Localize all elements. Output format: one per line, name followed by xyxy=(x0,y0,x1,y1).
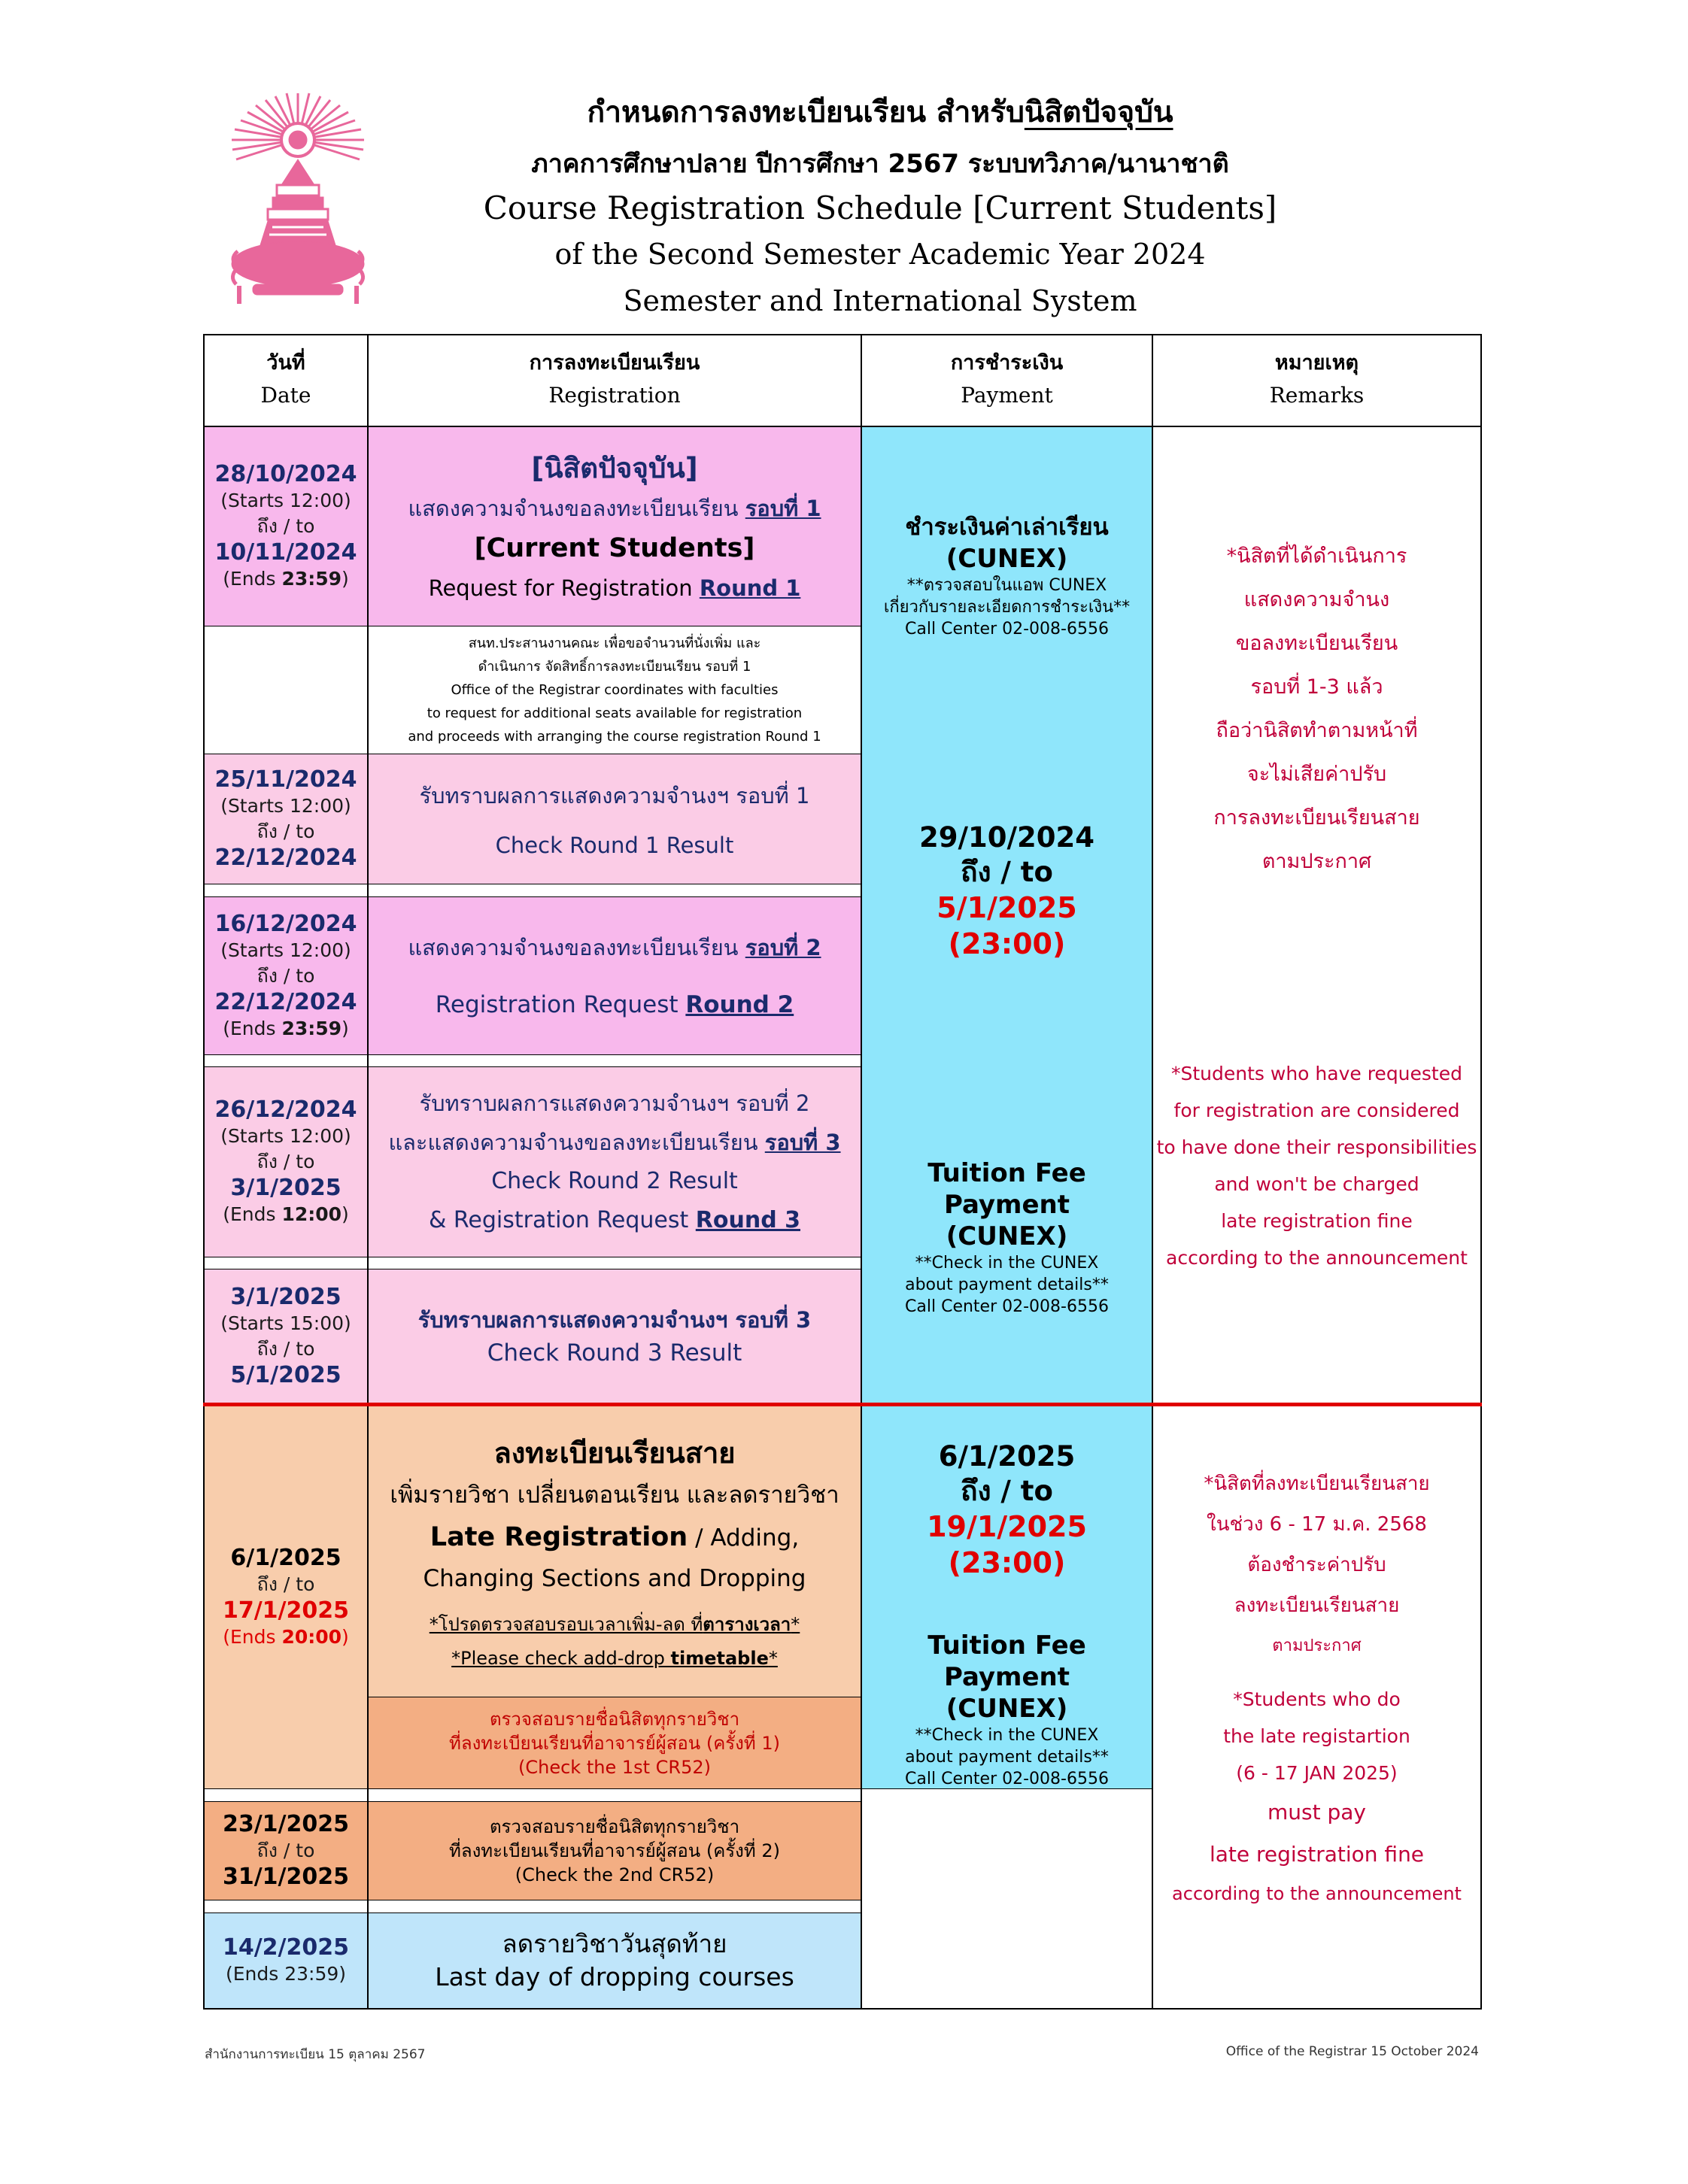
col-header-reg-en: Registration xyxy=(548,383,681,408)
date-start: 6/1/2025 xyxy=(230,1545,342,1571)
pay-time: (23:00) xyxy=(948,1546,1066,1579)
note-line: Office of the Registrar coordinates with faculties xyxy=(451,681,779,698)
reg-line-en: & Registration Request Round 3 xyxy=(429,1207,800,1233)
remark-line: รอบที่ 1-3 แล้ว xyxy=(1250,675,1383,699)
pay-call-center: Call Center 02-008-6556 xyxy=(905,1769,1109,1788)
remark-line: to have done their responsibilities xyxy=(1156,1136,1477,1158)
pay-start: 29/10/2024 xyxy=(919,821,1094,854)
reg-line-th: ลดรายวิชาวันสุดท้าย xyxy=(502,1929,727,1958)
remarks-top-en xyxy=(1153,1053,1480,1279)
row1-date xyxy=(205,427,367,626)
reg-line-en: Check Round 2 Result xyxy=(491,1168,738,1194)
pay-note: **ตรวจสอบในแอพ CUNEX xyxy=(906,575,1107,595)
pay-cunex: (CUNEX) xyxy=(946,1693,1068,1724)
pay-time: (23:00) xyxy=(948,927,1066,960)
start-note: (Starts 12:00) xyxy=(220,1125,351,1147)
payment-period-2 xyxy=(862,1435,1152,1585)
reg-line-th: และแสดงความจำนงขอลงทะเบียนเรียน รอบที่ 3 xyxy=(388,1130,841,1155)
page-title-th: กำหนดการลงทะเบียนเรียน สำหรับนิสิตปัจจุบัน xyxy=(587,96,1173,129)
remark-line: according to the announcement xyxy=(1166,1247,1468,1269)
page-title-en: Course Registration Schedule [Current Students] xyxy=(483,190,1277,226)
date-end: 3/1/2025 xyxy=(230,1175,342,1201)
start-note: (Starts 15:00) xyxy=(220,1312,351,1334)
date-end: 17/1/2025 xyxy=(222,1597,350,1624)
col-header-pay-en: Payment xyxy=(961,383,1053,408)
end-note: (Ends 23:59) xyxy=(225,1963,347,1985)
remark-line: จะไม่เสียค่าปรับ xyxy=(1246,763,1387,786)
page-subtitle-en-1: of the Second Semester Academic Year 2024 xyxy=(554,238,1206,271)
date-end: 22/12/2024 xyxy=(214,845,357,871)
reg-line-en: Check Round 1 Result xyxy=(495,833,734,858)
start-note: (Starts 12:00) xyxy=(220,939,351,961)
remark-line: late registration fine xyxy=(1221,1210,1413,1232)
pay-to: ถึง / to xyxy=(961,1475,1053,1507)
row5-date xyxy=(205,1269,367,1403)
pay-heading-en: Tuition Fee Payment xyxy=(927,1157,1086,1220)
reg-line-th: รับทราบผลการแสดงความจำนงฯ รอบที่ 2 xyxy=(419,1090,810,1116)
note-line: and proceeds with arranging the course registration Round 1 xyxy=(408,728,821,745)
end-note: (Ends 23:59) xyxy=(223,1017,349,1039)
reg-line-th: แสดงความจำนงขอลงทะเบียนเรียน รอบที่ 2 xyxy=(408,934,821,960)
pay-note: **Check in the CUNEX xyxy=(915,1725,1099,1745)
remark-line: *นิสิตที่ลงทะเบียนเรียนสาย xyxy=(1204,1473,1430,1495)
remark-line: แสดงความจำนง xyxy=(1243,588,1390,611)
date-start: 28/10/2024 xyxy=(214,461,357,487)
reg-line-th: แสดงความจำนงขอลงทะเบียนเรียน รอบที่ 1 xyxy=(408,496,821,521)
col-header-date xyxy=(205,335,367,426)
footer-right: Office of the Registrar 15 October 2024 xyxy=(1225,2044,1479,2059)
remark-line: ลงทะเบียนเรียนสาย xyxy=(1234,1594,1400,1617)
reg-line-th: รับทราบผลการแสดงความจำนงฯ รอบที่ 3 xyxy=(417,1306,812,1333)
remark-line: *Students who have requested xyxy=(1171,1063,1462,1084)
start-note: (Starts 12:00) xyxy=(220,795,351,817)
pay-note: เกี่ยวกับรายละเอียดการชำระเงิน** xyxy=(883,597,1131,617)
remark-line: *Students who do xyxy=(1233,1688,1401,1710)
cr52-line: ที่ลงทะเบียนเรียนที่อาจารย์ผู้สอน (ครั้งที่ 1) xyxy=(449,1732,780,1754)
row5-registration xyxy=(369,1269,861,1403)
pay-cunex: (CUNEX) xyxy=(946,543,1068,574)
remarks-top-th xyxy=(1153,532,1480,886)
date-end: 31/1/2025 xyxy=(222,1864,350,1890)
remark-line: ขอลงทะเบียนเรียน xyxy=(1235,632,1398,655)
date-start: 26/12/2024 xyxy=(214,1097,357,1123)
reg-line-en: Changing Sections and Dropping xyxy=(423,1564,806,1592)
cr52-line: (Check the 2nd CR52) xyxy=(515,1864,715,1885)
date-start: 3/1/2025 xyxy=(230,1283,342,1310)
row6-date xyxy=(205,1406,367,1788)
note-line: สนท.ประสานงานคณะ เพื่อขอจำนวนที่นั่งเพิ่ม และ xyxy=(468,635,761,651)
cr52-line: ตรวจสอบรายชื่อนิสิตทุกรายวิชา xyxy=(489,1816,740,1837)
row4-date xyxy=(205,1067,367,1257)
reg-heading-en: [Current Students] xyxy=(474,533,755,563)
remark-line: the late registartion xyxy=(1223,1724,1410,1747)
remark-line: late registration fine xyxy=(1209,1841,1425,1867)
col-header-pay-th: การชำระเงิน xyxy=(950,351,1064,375)
remark-line: ในช่วง 6 - 17 ม.ค. 2568 xyxy=(1207,1513,1427,1536)
col-header-date-en: Date xyxy=(260,383,311,408)
reg-line-th: เพิ่มรายวิชา เปลี่ยนตอนเรียน และลดรายวิชา xyxy=(390,1481,839,1509)
pay-note: **Check in the CUNEX xyxy=(915,1253,1099,1272)
note-line: ดำเนินการ จัดสิทธิ์การลงทะเบียนเรียน รอบที่ 1 xyxy=(478,658,751,675)
remark-line: การลงทะเบียนเรียนสาย xyxy=(1213,806,1420,830)
row2-registration xyxy=(369,754,861,884)
to-label: ถึง / to xyxy=(257,1573,315,1595)
remark-line: ตามประกาศ xyxy=(1272,1636,1362,1655)
end-note: (Ends 23:59) xyxy=(223,568,349,590)
reg-line-en: Request for Registration Round 1 xyxy=(428,575,801,601)
col-header-rem-th: หมายเหตุ xyxy=(1274,351,1359,375)
reg-line-en: Check Round 3 Result xyxy=(487,1339,742,1367)
page-subtitle-th: ภาคการศึกษาปลาย ปีการศึกษา 2567 ระบบทวิภาค/นานาชาติ xyxy=(531,149,1229,179)
remark-line: for registration are considered xyxy=(1173,1100,1460,1121)
payment-english-block-1 xyxy=(862,1157,1152,1316)
note-line: to request for additional seats available for registration xyxy=(427,705,803,721)
remark-line: (6 - 17 JAN 2025) xyxy=(1236,1761,1398,1784)
to-label: ถึง / to xyxy=(257,964,315,987)
pay-start: 6/1/2025 xyxy=(938,1440,1076,1473)
remark-line: according to the announcement xyxy=(1172,1882,1462,1904)
add-drop-note-th: *โปรดตรวจสอบรอบเวลาเพิ่ม-ลด ที่ตารางเวลา* xyxy=(429,1613,800,1635)
date-start: 23/1/2025 xyxy=(222,1811,350,1837)
row4-registration xyxy=(369,1067,861,1257)
cr52-line: ตรวจสอบรายชื่อนิสิตทุกรายวิชา xyxy=(489,1708,740,1730)
pay-end: 5/1/2025 xyxy=(937,891,1077,924)
pay-call-center: Call Center 02-008-6556 xyxy=(905,619,1109,639)
page-subtitle-en-2: Semester and International System xyxy=(623,284,1137,317)
remarks-late-en xyxy=(1153,1676,1480,1916)
date-end: 5/1/2025 xyxy=(230,1361,342,1388)
payment-english-block-2 xyxy=(862,1630,1152,1788)
to-label: ถึง / to xyxy=(257,1151,315,1172)
row1-registration xyxy=(369,427,861,626)
row6-registration xyxy=(369,1406,861,1697)
reg-heading-th: [นิสิตปัจจุบัน] xyxy=(531,452,698,484)
row8-date xyxy=(205,1913,367,2008)
payment-period-1 xyxy=(862,820,1152,963)
reg-line-en: Last day of dropping courses xyxy=(435,1962,794,1991)
col-header-rem-en: Remarks xyxy=(1269,383,1365,408)
pay-heading-en: Tuition Fee Payment xyxy=(927,1630,1086,1692)
row6-cr52-check xyxy=(369,1697,861,1788)
remark-line: ตามประกาศ xyxy=(1261,850,1372,873)
col-header-date-th: วันที่ xyxy=(266,351,305,375)
pay-note: about payment details** xyxy=(905,1747,1109,1767)
col-header-remarks xyxy=(1153,335,1480,426)
reg-line-en: Late Registration / Adding, xyxy=(430,1521,800,1552)
row2-date xyxy=(205,754,367,884)
date-end: 10/11/2024 xyxy=(214,539,357,566)
col-header-registration xyxy=(369,335,861,426)
remark-line: ถือว่านิสิตทำตามหน้าที่ xyxy=(1216,719,1418,742)
remark-line: ต้องชำระค่าปรับ xyxy=(1247,1554,1386,1576)
remarks-late-th xyxy=(1153,1464,1480,1667)
col-header-payment xyxy=(862,335,1152,426)
date-end: 22/12/2024 xyxy=(214,988,357,1015)
cr52-line: (Check the 1st CR52) xyxy=(518,1756,711,1778)
reg-line-en: Registration Request Round 2 xyxy=(435,990,794,1018)
date: 14/2/2025 xyxy=(222,1934,350,1961)
footer-left: สำนักงานการทะเบียน 15 ตุลาคม 2567 xyxy=(205,2047,426,2062)
pay-note: about payment details** xyxy=(905,1275,1109,1294)
add-drop-note-en: *Please check add-drop timetable* xyxy=(451,1647,778,1669)
pay-call-center: Call Center 02-008-6556 xyxy=(905,1297,1109,1316)
date-start: 25/11/2024 xyxy=(214,766,357,793)
to-label: ถึง / to xyxy=(257,1337,315,1360)
remark-line: *นิสิตที่ได้ดำเนินการ xyxy=(1226,544,1407,568)
date-start: 16/12/2024 xyxy=(214,910,357,937)
row3-date xyxy=(205,897,367,1054)
end-note: (Ends 20:00) xyxy=(223,1626,349,1648)
col-header-reg-th: การลงทะเบียนเรียน xyxy=(529,351,700,375)
to-label: ถึง / to xyxy=(257,1840,315,1861)
pay-heading-th: ชำระเงินค่าเล่าเรียน xyxy=(905,513,1109,541)
pay-cunex: (CUNEX) xyxy=(946,1221,1068,1251)
start-note: (Starts 12:00) xyxy=(220,490,351,511)
late-reg-heading-th: ลงทะเบียนเรียนสาย xyxy=(493,1436,736,1470)
row8-registration xyxy=(369,1913,861,2008)
pay-to: ถึง / to xyxy=(961,856,1053,888)
to-label: ถึง / to xyxy=(257,821,315,842)
remark-line: and won't be charged xyxy=(1214,1173,1419,1195)
end-note: (Ends 12:00) xyxy=(223,1203,349,1225)
to-label: ถึง / to xyxy=(257,515,315,537)
row3-registration xyxy=(369,897,861,1054)
pay-end: 19/1/2025 xyxy=(927,1510,1087,1543)
cr52-line: ที่ลงทะเบียนเรียนที่อาจารย์ผู้สอน (ครั้งที่ 2) xyxy=(449,1840,780,1861)
row7-date xyxy=(205,1802,367,1900)
remark-line: must pay xyxy=(1268,1799,1366,1825)
row1b-registration-note xyxy=(369,626,861,753)
chulalongkorn-emblem xyxy=(223,87,373,305)
payment-thai-block xyxy=(862,504,1152,647)
reg-line-th: รับทราบผลการแสดงความจำนงฯ รอบที่ 1 xyxy=(419,783,810,808)
row7-cr52-check xyxy=(369,1802,861,1900)
